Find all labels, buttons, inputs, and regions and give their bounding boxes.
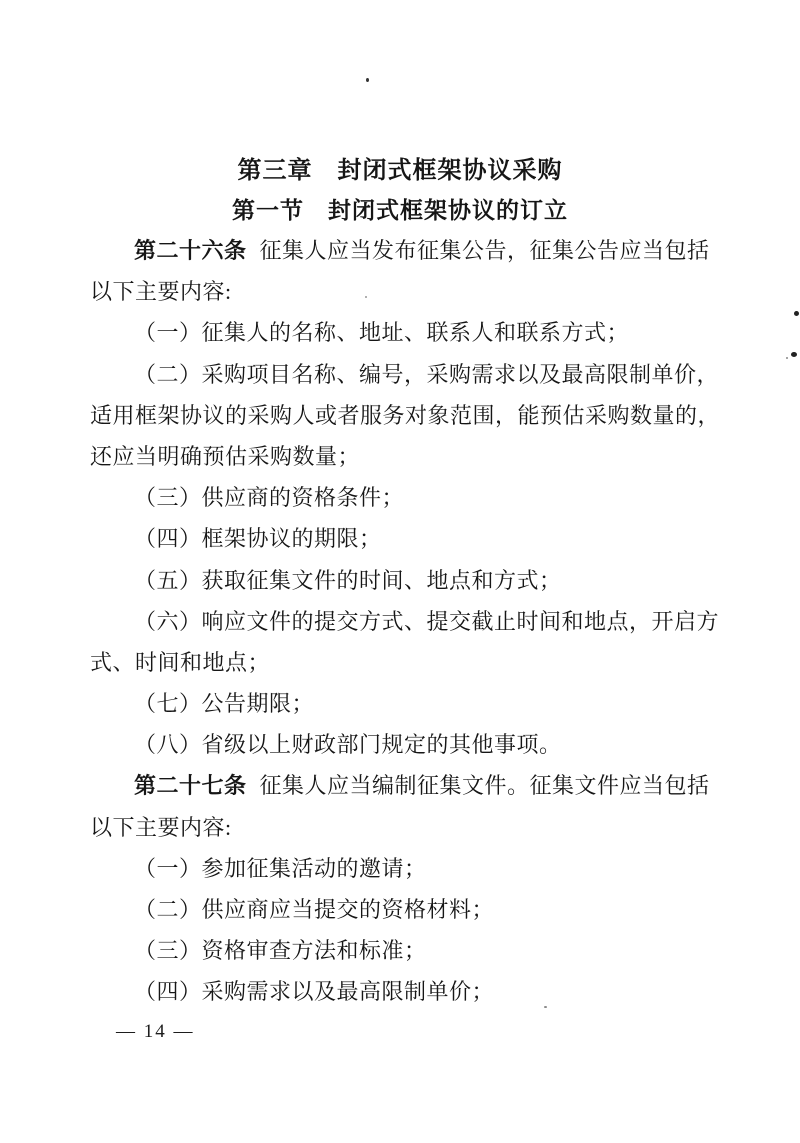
page-number: — 14 — xyxy=(116,1021,195,1042)
section-heading: 第一节 封闭式框架协议的订立 xyxy=(232,198,568,223)
article-27-opening-text: 征集人应当编制征集文件。征集文件应当包括 xyxy=(259,773,710,799)
article-26-item-2-line-1: （二）采购项目名称、编号，采购需求以及最高限制单价， xyxy=(134,361,720,387)
scan-speck xyxy=(365,296,367,298)
document-body xyxy=(90,230,721,1013)
scan-speck xyxy=(786,357,788,359)
article-26-opening-line-1 xyxy=(90,230,714,271)
scan-speck xyxy=(366,78,369,82)
article-27-item-4: （四）采购需求以及最高限制单价； xyxy=(134,979,495,1005)
article-26-item-6-line-2: 式、时间和地点； xyxy=(90,649,271,675)
article-27-number: 第二十七条 xyxy=(134,773,247,799)
article-27-item-2: （二）供应商应当提交的资格材料； xyxy=(134,897,495,922)
article-27-item-1: （一）参加征集活动的邀请； xyxy=(134,855,427,881)
article-26-number: 第二十六条 xyxy=(134,238,247,263)
scan-speck xyxy=(544,1006,547,1008)
article-26-item-3: （三）供应商的资格条件； xyxy=(134,485,405,511)
article-27-opening-line-1 xyxy=(90,765,714,806)
article-26-item-4: （四）框架协议的期限； xyxy=(134,526,382,552)
article-26-item-8: （八）省级以上财政部门规定的其他事项。 xyxy=(134,732,562,758)
article-26-opening-text: 征集人应当发布征集公告，征集公告应当包括 xyxy=(259,238,710,263)
article-27-opening-line-2: 以下主要内容: xyxy=(90,814,232,840)
article-26-item-7: （七）公告期限； xyxy=(134,691,315,717)
article-26-item-1: （一）征集人的名称、地址、联系人和联系方式； xyxy=(134,320,630,346)
scan-speck xyxy=(791,352,797,357)
article-26-item-5: （五）获取征集文件的时间、地点和方式； xyxy=(134,567,562,593)
article-27-item-3: （三）资格审查方法和标准； xyxy=(134,938,427,964)
chapter-heading: 第三章 封闭式框架协议采购 xyxy=(237,157,563,184)
article-26-item-2-line-2: 适用框架协议的采购人或者服务对象范围，能预估采购数量的， xyxy=(90,402,721,428)
article-26-opening-line-2: 以下主要内容: xyxy=(90,279,232,305)
scan-speck xyxy=(794,311,799,316)
article-26-item-2-line-3: 还应当明确预估采购数量； xyxy=(90,443,361,469)
article-26-item-6-line-1: （六）响应文件的提交方式、提交截止时间和地点，开启方 xyxy=(134,608,720,634)
